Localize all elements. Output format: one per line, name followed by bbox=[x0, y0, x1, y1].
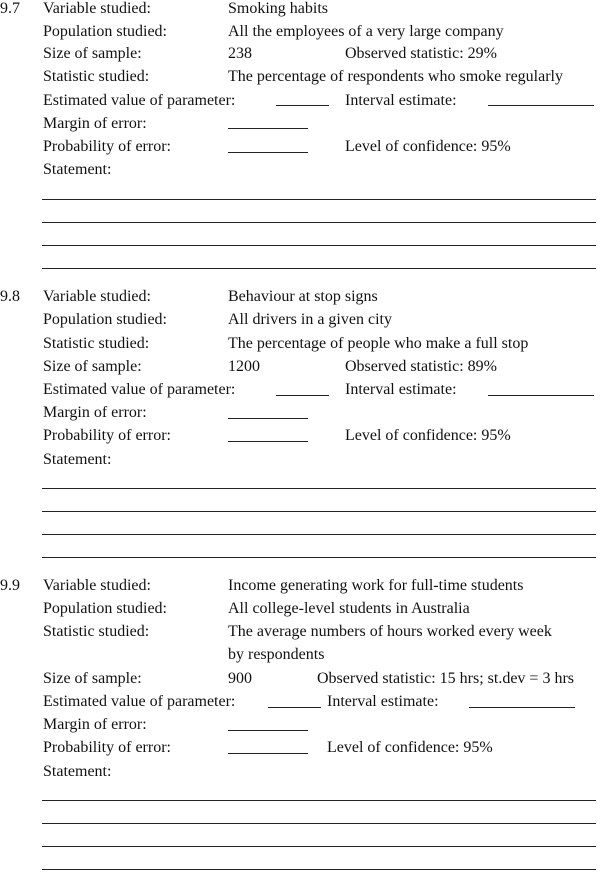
statement-line[interactable] bbox=[42, 488, 596, 489]
statistic-value: The percentage of respondents who smoke regularly bbox=[228, 68, 563, 85]
probability-blank[interactable] bbox=[228, 753, 308, 754]
interval-label: Interval estimate: bbox=[327, 693, 439, 710]
estimated-label: Estimated value of parameter: bbox=[43, 92, 236, 109]
margin-label: Margin of error: bbox=[43, 716, 147, 733]
size-value: 1200 bbox=[228, 358, 260, 375]
statement-line[interactable] bbox=[42, 511, 596, 512]
statement-label: Statement: bbox=[43, 451, 112, 468]
variable-label: Variable studied: bbox=[43, 0, 151, 17]
statement-line[interactable] bbox=[42, 557, 596, 558]
population-label: Population studied: bbox=[43, 600, 167, 617]
statistic-label: Statistic studied: bbox=[43, 623, 150, 640]
statement-line[interactable] bbox=[42, 846, 596, 847]
statement-line[interactable] bbox=[42, 199, 596, 200]
exercise-number: 9.8 bbox=[0, 288, 20, 305]
variable-label: Variable studied: bbox=[43, 288, 151, 305]
interval-blank[interactable] bbox=[488, 105, 594, 106]
observed-statistic: Observed statistic: 15 hrs; st.dev = 3 hrs bbox=[317, 670, 574, 687]
variable-label: Variable studied: bbox=[43, 577, 151, 594]
observed-statistic: Observed statistic: 29% bbox=[345, 45, 497, 62]
statistic-label: Statistic studied: bbox=[43, 335, 150, 352]
variable-value: Smoking habits bbox=[228, 0, 329, 17]
size-label: Size of sample: bbox=[43, 670, 142, 687]
interval-blank[interactable] bbox=[469, 707, 575, 708]
statement-label: Statement: bbox=[43, 763, 112, 780]
estimated-label: Estimated value of parameter: bbox=[43, 693, 236, 710]
interval-blank[interactable] bbox=[488, 395, 594, 396]
margin-label: Margin of error: bbox=[43, 404, 147, 421]
margin-blank[interactable] bbox=[228, 730, 308, 731]
size-label: Size of sample: bbox=[43, 358, 142, 375]
statement-line[interactable] bbox=[42, 245, 596, 246]
statistic-value-line-2: by respondents bbox=[228, 646, 325, 663]
statement-line[interactable] bbox=[42, 222, 596, 223]
statement-line[interactable] bbox=[42, 800, 596, 801]
estimated-blank[interactable] bbox=[276, 395, 329, 396]
size-value: 900 bbox=[228, 670, 252, 687]
confidence-level: Level of confidence: 95% bbox=[345, 427, 511, 444]
variable-value: Behaviour at stop signs bbox=[228, 288, 378, 305]
statement-label: Statement: bbox=[43, 161, 112, 178]
population-label: Population studied: bbox=[43, 23, 167, 40]
statement-line[interactable] bbox=[42, 869, 596, 870]
confidence-level: Level of confidence: 95% bbox=[327, 739, 493, 756]
probability-blank[interactable] bbox=[228, 152, 308, 153]
population-value: All college-level students in Australia bbox=[228, 600, 470, 617]
margin-blank[interactable] bbox=[228, 128, 308, 129]
population-value: All drivers in a given city bbox=[228, 311, 392, 328]
estimated-label: Estimated value of parameter: bbox=[43, 381, 236, 398]
statement-line[interactable] bbox=[42, 823, 596, 824]
size-value: 238 bbox=[228, 45, 252, 62]
estimated-blank[interactable] bbox=[276, 105, 329, 106]
population-value: All the employees of a very large company bbox=[228, 23, 504, 40]
margin-blank[interactable] bbox=[228, 418, 308, 419]
statistic-value: The percentage of people who make a full stop bbox=[228, 335, 529, 352]
variable-value: Income generating work for full-time students bbox=[228, 577, 524, 594]
statement-line[interactable] bbox=[42, 534, 596, 535]
probability-label: Probability of error: bbox=[43, 739, 171, 756]
exercise-number: 9.7 bbox=[0, 0, 20, 17]
interval-label: Interval estimate: bbox=[345, 381, 457, 398]
statement-line[interactable] bbox=[42, 268, 596, 269]
margin-label: Margin of error: bbox=[43, 115, 147, 132]
statistic-label: Statistic studied: bbox=[43, 68, 150, 85]
estimated-blank[interactable] bbox=[268, 707, 321, 708]
probability-label: Probability of error: bbox=[43, 138, 171, 155]
probability-blank[interactable] bbox=[228, 441, 308, 442]
exercise-number: 9.9 bbox=[0, 577, 20, 594]
probability-label: Probability of error: bbox=[43, 427, 171, 444]
population-label: Population studied: bbox=[43, 311, 167, 328]
confidence-level: Level of confidence: 95% bbox=[345, 138, 511, 155]
interval-label: Interval estimate: bbox=[345, 92, 457, 109]
observed-statistic: Observed statistic: 89% bbox=[345, 358, 497, 375]
size-label: Size of sample: bbox=[43, 45, 142, 62]
statistic-value-line-1: The average numbers of hours worked every week bbox=[228, 623, 552, 640]
